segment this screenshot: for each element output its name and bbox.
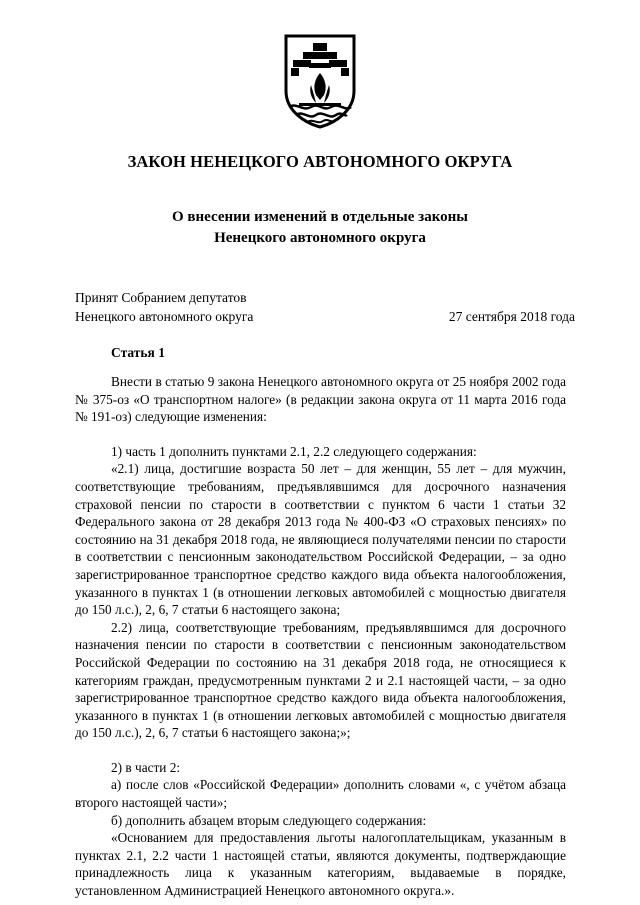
article-paragraph: 2.2) лица, соответствующие требованиям, предъявлявшимся для досрочного назначения пенсии по старости в соответствии с пенсионным законодательством Российской Федерации по состоянию на 31 декабря 2018 года, не относящиеся к категориям граждан, предусмотренным пунктами 2 и 2.1 настоящей части, – за одно зарегистрированное транспортное средство каждого вида объекта налогообложения, указанного в пунктах 1 (в отношении легковых автомобилей с мощностью двигателя до 150 л.с.), 2, 6, 7 статьи 6 настоящего закона;»; (75, 619, 566, 741)
article-paragraph: «2.1) лица, достигшие возраста 50 лет – для женщин, 55 лет – для мужчин, соответствующие требованиям, предъявлявшимся для досрочного назначения страховой пенсии по старости в соответствии с пунктом 6 части 1 статьи 32 Федерального закона от 28 декабря 2013 года № 400-ФЗ «О страховых пенсиях» по состоянию на 31 декабря 2018 года, не являющиеся получателями пенсии по старости в соответствии с пенсионным законодательством Российской Федерации, – за одно зарегистрированное транспортное средство каждого вида объекта налогообложения, указанного в пунктах 1 (в отношении легковых автомобилей с мощностью двигателя до 150 л.с.), 2, 6, 7 статьи 6 настоящего закона; (75, 461, 566, 618)
coat-of-arms-icon (283, 33, 357, 129)
law-title: ЗАКОН НЕНЕЦКОГО АВТОНОМНОГО ОКРУГА (127, 152, 513, 171)
article-paragraph: «Основанием для предоставления льготы налогоплательщикам, указанным в пунктах 2.1, 2.2 части 1 настоящей статьи, являются документы, подтверждающие принадлежность лица к указанным категориям, выдаваемые в порядке, установленном Администрацией Ненецкого автономного округа.». (75, 830, 566, 899)
law-subtitle (0, 207, 640, 249)
article-paragraph: б) дополнить абзацем вторым следующего содержания: (111, 812, 427, 828)
article-title: Статья 1 (111, 345, 165, 360)
article-paragraph: 2) в части 2: (111, 759, 181, 775)
article-paragraph: а) после слов «Российской Федерации» дополнить словами «, с учётом абзаца второго настоящей части»; (75, 777, 566, 811)
article-paragraph: 1) часть 1 дополнить пунктами 2.1, 2.2 следующего содержания: (111, 443, 477, 459)
adoption-date: 27 сентября 2018 года (448, 309, 575, 324)
article-body (75, 373, 566, 900)
article-paragraph: Внести в статью 9 закона Ненецкого автономного округа от 25 ноября 2002 года № 375-оз «О транспортном налоге» (в редакции закона округа от 11 марта 2016 года № 191-оз) следующие изменения: (75, 374, 566, 425)
adopted-by-line-2: Ненецкого автономного округа (75, 309, 254, 324)
subtitle-line-1: О внесении изменений в отдельные законы (172, 209, 468, 225)
subtitle-line-2: Ненецкого автономного округа (214, 230, 426, 246)
adoption-block (75, 288, 575, 326)
adopted-by-line-1: Принят Собранием депутатов (75, 290, 247, 305)
